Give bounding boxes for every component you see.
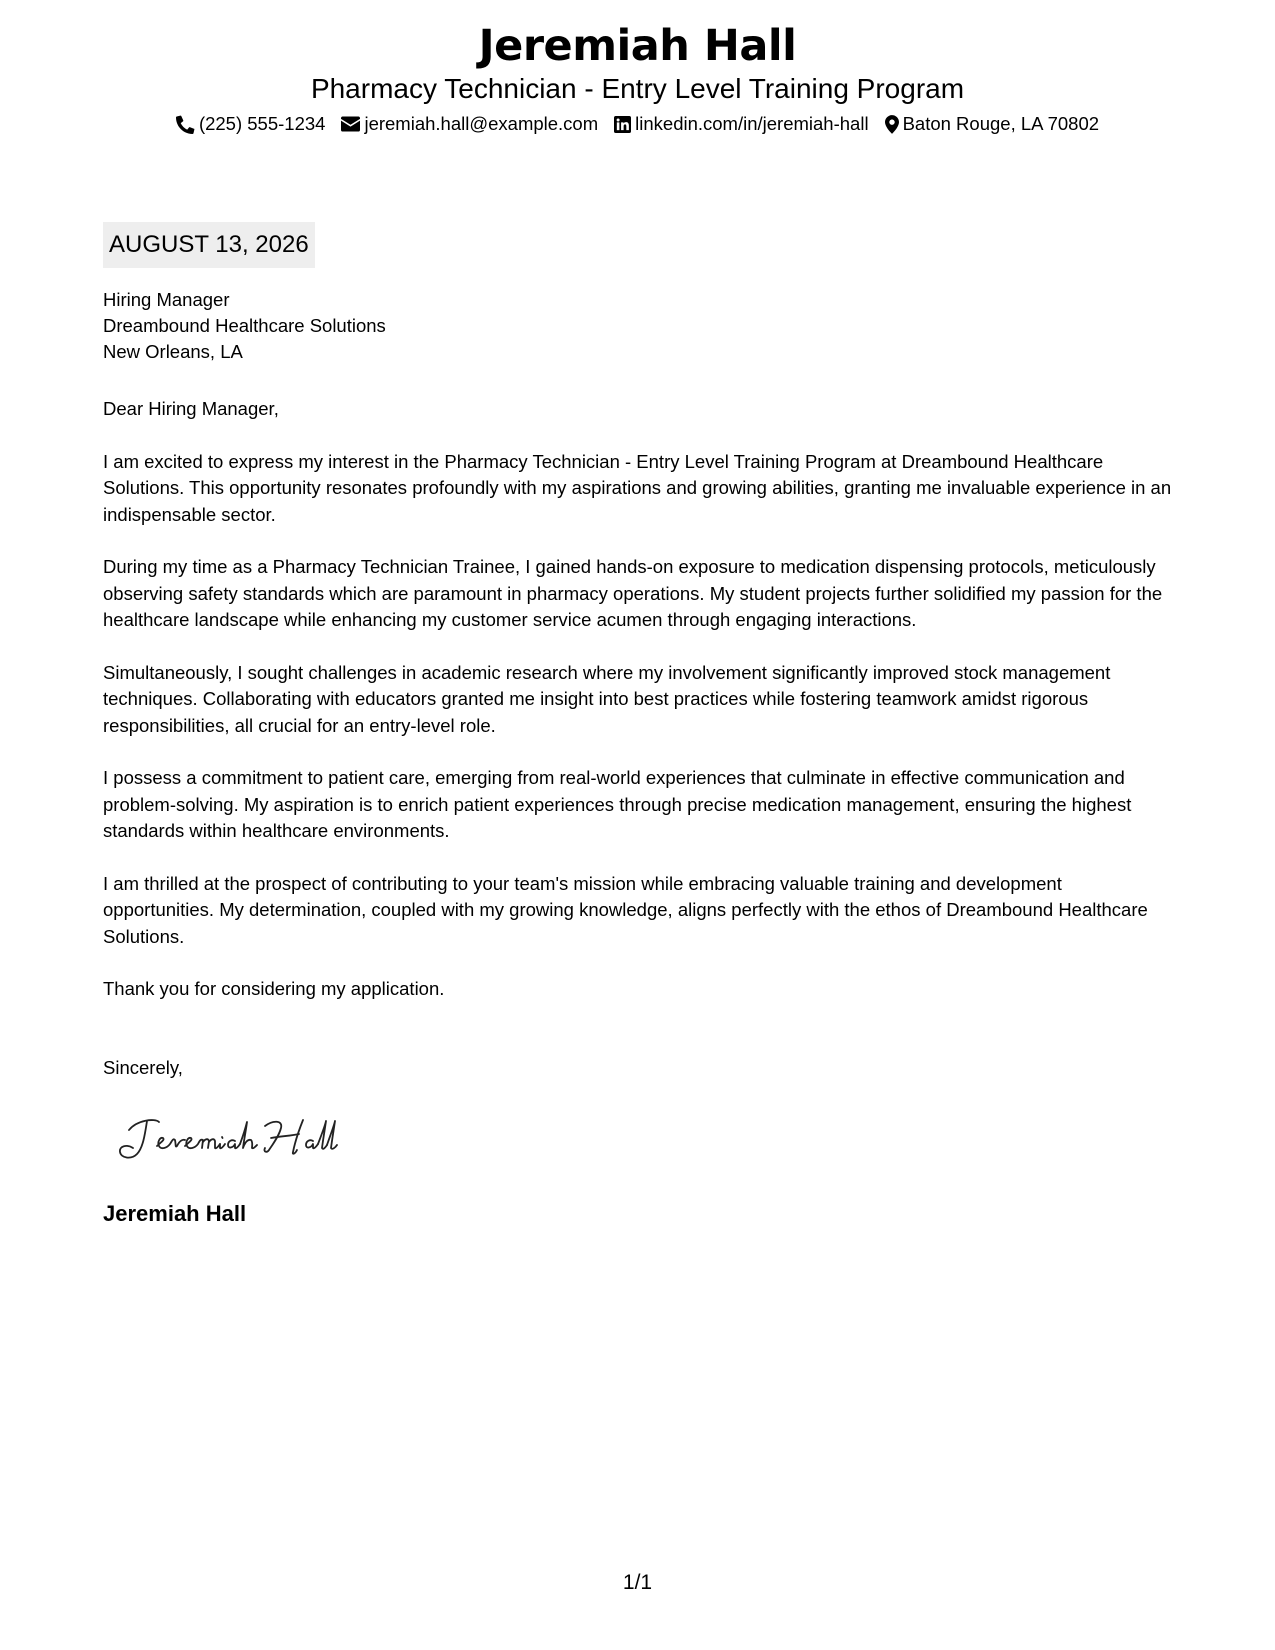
- linkedin-text: linkedin.com/in/jeremiah-hall: [635, 113, 869, 134]
- page-number: 1/1: [622, 1571, 653, 1594]
- recipient-company: Dreambound Healthcare Solutions: [103, 315, 386, 336]
- contact-phone: [176, 111, 326, 137]
- contact-email: [341, 111, 598, 137]
- signature-drawing: [115, 1108, 355, 1168]
- contact-line: [0, 111, 1275, 137]
- location-text: Baton Rouge, LA 70802: [902, 113, 1100, 134]
- signed-name: Jeremiah Hall: [103, 1201, 247, 1226]
- body-paragraph: I am excited to express my interest in the Pharmacy Technician - Entry Level Training Program at Dreambound Healthcare Solutions. This opportunity resonates profoundly with my aspirations and growing abilities, granting me invaluable experience in an indispensable sector.: [103, 450, 1172, 525]
- phone-icon: [176, 115, 195, 134]
- closing: Sincerely,: [103, 1057, 183, 1078]
- envelope-icon: [341, 116, 360, 132]
- thank-you-line: Thank you for considering my application.: [103, 978, 445, 999]
- phone-text: (225) 555-1234: [198, 113, 326, 134]
- body-paragraph: Simultaneously, I sought challenges in academic research where my involvement significantly improved stock management techniques. Collaborating with educators granted me insight into best practices while fostering teamwork amidst rigorous responsibilities, all crucial for an entry-level role.: [103, 661, 1111, 736]
- salutation: Dear Hiring Manager,: [103, 398, 279, 419]
- handwritten-signature: [115, 1108, 355, 1173]
- letter-body: [103, 396, 1178, 1029]
- letter-date: AUGUST 13, 2026: [103, 222, 315, 268]
- letter-header: [0, 20, 1275, 137]
- recipient-line: Hiring Manager: [103, 289, 230, 310]
- body-paragraph: During my time as a Pharmacy Technician Trainee, I gained hands-on exposure to medication dispensing protocols, meticulously observing safety standards which are paramount in pharmacy operations. My student projects further solidified my passion for the healthcare landscape while enhancing my customer service acumen through engaging interactions.: [103, 556, 1163, 630]
- linkedin-icon: [614, 116, 631, 133]
- body-paragraph: I am thrilled at the prospect of contributing to your team's mission while embracing valuable training and development opportunities. My determination, coupled with my growing knowledge, aligns perfectly with the ethos of Dreambound Healthcare Solutions.: [103, 872, 1148, 947]
- recipient-location: New Orleans, LA: [103, 341, 243, 362]
- map-pin-icon: [885, 115, 899, 134]
- job-title: Pharmacy Technician - Entry Level Training Program: [310, 73, 965, 104]
- body-paragraph: I possess a commitment to patient care, emerging from real-world experiences that culminate in effective communication and problem-solving. My aspiration is to enrich patient experiences through precise medication management, ensuring the highest standards within healthcare environments.: [103, 767, 1132, 841]
- email-text: jeremiah.hall@example.com: [364, 113, 599, 134]
- recipient-address: [103, 287, 386, 365]
- sender-name: Jeremiah Hall: [478, 21, 797, 71]
- contact-linkedin: [614, 111, 868, 137]
- contact-location: [885, 111, 1099, 137]
